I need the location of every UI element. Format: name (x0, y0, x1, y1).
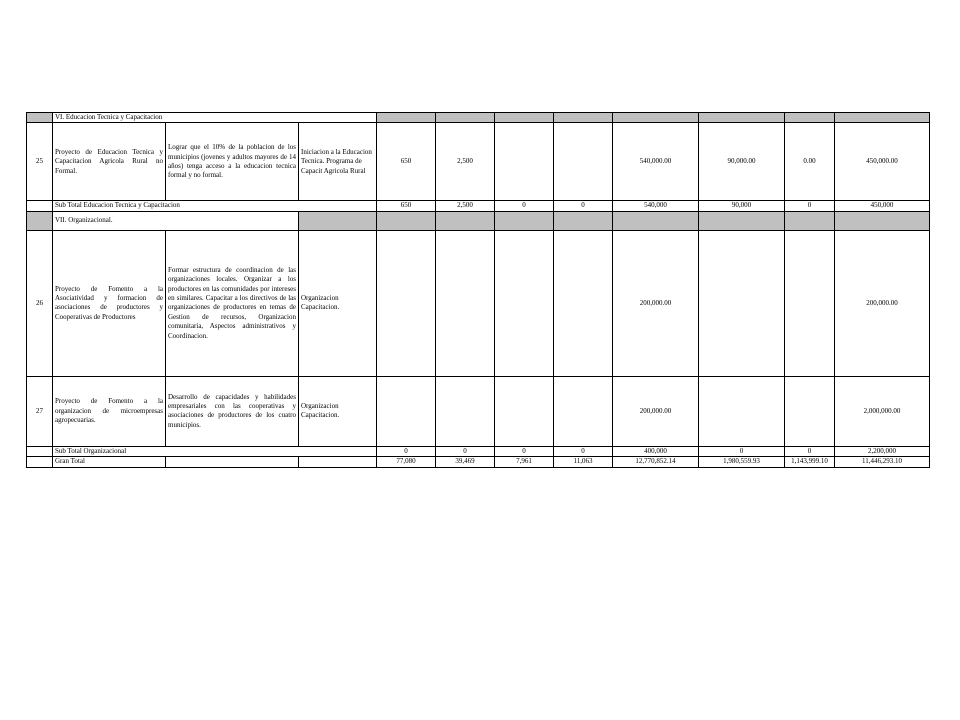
value-cell (495, 376, 554, 446)
header-cell (299, 211, 377, 230)
value-cell: 90,000 (699, 201, 785, 211)
project-activity: Organizacion Capacitacion. (299, 230, 377, 376)
project-activity: Iniciacion a la Educacion Tecnica. Programa de Capacit Agricola Rural (299, 123, 377, 201)
value-cell: 0 (495, 201, 554, 211)
section-header-row (27, 113, 930, 123)
header-cell (436, 113, 495, 123)
header-cell (554, 211, 613, 230)
value-cell: 2,500 (436, 123, 495, 201)
project-objective: Formar estructura de coordinacion de las organizaciones locales. Organizar a los productores en las comunidades por intereses en similares. Capacitar a los directivos de las organizaciones de productores en temas de Gestion de recursos, Organizacion comunitaria, Aspectos administrativos y Coordinacion. (166, 230, 299, 376)
value-cell: 200,000.00 (613, 230, 699, 376)
value-cell (436, 230, 495, 376)
total-empty-cell (166, 457, 299, 467)
value-cell (554, 376, 613, 446)
subtotal-row (27, 446, 930, 456)
value-cell: 39,469 (436, 457, 495, 467)
value-cell (495, 123, 554, 201)
value-cell: 2,500 (436, 201, 495, 211)
budget-table (26, 112, 930, 468)
header-cell (495, 113, 554, 123)
section-header-row (27, 211, 930, 230)
value-cell: 0 (495, 446, 554, 456)
header-cell (554, 113, 613, 123)
project-name: Proyecto de Fomento a la organizacion de microempresas agropecuarias. (53, 376, 166, 446)
value-cell: 650 (377, 201, 436, 211)
value-cell (436, 376, 495, 446)
value-cell (377, 376, 436, 446)
section-header-spacer (27, 211, 53, 230)
value-cell: 400,000 (613, 446, 699, 456)
value-cell (495, 230, 554, 376)
value-cell: 77,080 (377, 457, 436, 467)
row-id: 25 (27, 123, 53, 201)
row-id: 26 (27, 230, 53, 376)
header-cell (835, 211, 930, 230)
value-cell: 1,143,999.10 (785, 457, 835, 467)
value-cell: 650 (377, 123, 436, 201)
header-cell (699, 211, 785, 230)
grand-total-label: Gran Total (53, 457, 166, 467)
value-cell: 0 (785, 446, 835, 456)
value-cell: 11,446,293.10 (835, 457, 930, 467)
table-row (27, 376, 930, 446)
project-name: Proyecto de Educacion Tecnica y Capacitacion Agricola Rural no Formal. (53, 123, 166, 201)
value-cell: 1,980,559.93 (699, 457, 785, 467)
value-cell (554, 230, 613, 376)
value-cell: 12,770,852.14 (613, 457, 699, 467)
header-cell (495, 211, 554, 230)
value-cell: 0 (436, 446, 495, 456)
subtotal-label: Sub Total Educacion Tecnica y Capacitacion (53, 201, 377, 211)
total-empty-cell (299, 457, 377, 467)
subtotal-label: Sub Total Organizacional (53, 446, 377, 456)
section-header-spacer (27, 113, 53, 123)
subtotal-spacer (27, 201, 53, 211)
value-cell: 0 (554, 446, 613, 456)
header-cell (613, 211, 699, 230)
value-cell (554, 123, 613, 201)
value-cell (785, 230, 835, 376)
value-cell: 11,063 (554, 457, 613, 467)
total-spacer (27, 457, 53, 467)
table-row (27, 230, 930, 376)
header-cell (436, 211, 495, 230)
value-cell: 200,000.00 (613, 376, 699, 446)
table-row (27, 123, 930, 201)
row-id: 27 (27, 376, 53, 446)
header-cell (699, 113, 785, 123)
subtotal-spacer (27, 446, 53, 456)
value-cell (699, 230, 785, 376)
project-name: Proyecto de Fomento a la Asociatividad y formacion de asociaciones de productores y Cooperativas de Productores (53, 230, 166, 376)
header-cell (377, 113, 436, 123)
value-cell: 7,961 (495, 457, 554, 467)
value-cell (785, 376, 835, 446)
value-cell: 90,000.00 (699, 123, 785, 201)
section-title: VII. Organizacional. (53, 211, 299, 230)
grand-total-row (27, 457, 930, 467)
header-cell (785, 113, 835, 123)
value-cell (377, 230, 436, 376)
value-cell: 0 (785, 201, 835, 211)
header-cell (835, 113, 930, 123)
value-cell (699, 376, 785, 446)
header-cell (613, 113, 699, 123)
value-cell: 450,000.00 (835, 123, 930, 201)
project-objective: Desarrollo de capacidades y habilidades empresariales con las cooperativas y asociaciones de productores de los cuatro municipios. (166, 376, 299, 446)
subtotal-row (27, 201, 930, 211)
value-cell: 0.00 (785, 123, 835, 201)
value-cell: 0 (699, 446, 785, 456)
value-cell: 0 (377, 446, 436, 456)
section-title: VI. Educacion Tecnica y Capacitacion (53, 113, 377, 123)
header-cell (785, 211, 835, 230)
value-cell: 2,200,000 (835, 446, 930, 456)
project-activity: Organizacion Capacitacion. (299, 376, 377, 446)
project-objective: Lograr que el 10% de la poblacion de los municipios (jovenes y adultos mayores de 14 años) tenga acceso a la educacion tecnica formal y no formal. (166, 123, 299, 201)
value-cell: 200,000.00 (835, 230, 930, 376)
value-cell: 540,000 (613, 201, 699, 211)
header-cell (377, 211, 436, 230)
value-cell: 450,000 (835, 201, 930, 211)
value-cell: 0 (554, 201, 613, 211)
value-cell: 540,000.00 (613, 123, 699, 201)
value-cell: 2,000,000.00 (835, 376, 930, 446)
